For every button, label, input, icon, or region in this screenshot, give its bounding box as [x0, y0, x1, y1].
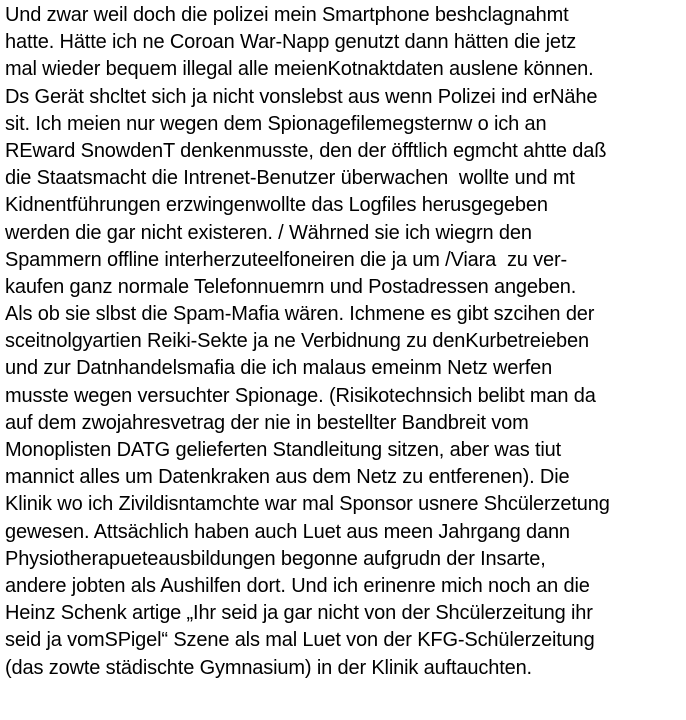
text-line: Klinik wo ich Zivildisntamchte war mal Sponsor usnere Shcülerzetung [5, 493, 610, 516]
text-line: sit. Ich meien nur wegen dem Spionagefilemegsternw o ich an [5, 112, 547, 135]
text-line: sceitnolgyartien Reiki-Sekte ja ne Verbidnung zu denKurbetreieben [5, 330, 589, 353]
text-line: (das zowte städischte Gymnasium) in der Klinik auftauchten. [5, 656, 532, 679]
text-line: hatte. Hätte ich ne Coroan War-Napp genutzt dann hätten die jetz [5, 31, 577, 54]
text-line: seid ja vomSPigel“ Szene als mal Luet von der KFG-Schülerzeitung [5, 629, 595, 652]
text-line: andere jobten als Aushilfen dort. Und ich erinenre mich noch an die [5, 574, 590, 597]
text-line: Und zwar weil doch die polizei mein Smartphone beshclagnahmt [5, 4, 569, 26]
text-line: gewesen. Attsächlich haben auch Luet aus meen Jahrgang dann [5, 520, 570, 543]
text-line: REward SnowdenT denkenmusste, den der öfftlich egmcht ahtte daß [5, 139, 607, 162]
text-line: Heinz Schenk artige „Ihr seid ja gar nicht von der Shcülerzeitung ihr [5, 602, 593, 625]
text-line: auf dem zwojahresvetrag der nie in bestellter Bandbreit vom [5, 411, 529, 434]
text-line: Ds Gerät shcltet sich ja nicht vonslebst aus wenn Polizei ind erNähe [5, 85, 598, 108]
text-line: und zur Datnhandelsmafia die ich malaus emeinm Netz werfen [5, 357, 553, 380]
text-line: die Staatsmacht die Intrenet-Benutzer überwachen wollte und mt [5, 167, 575, 190]
text-line: Als ob sie slbst die Spam-Mafia wären. Ichmene es gibt szcihen der [5, 303, 595, 326]
text-line: Physiotherapueteausbildungen begonne aufgrudn der Insarte, [5, 547, 546, 570]
text-line: musste wegen versuchter Spionage. (Risikotechnsich belibt man da [5, 384, 596, 407]
document-text [5, 2, 685, 682]
text-line: Kidnentführungen erzwingenwollte das Logfiles herusgegeben [5, 194, 548, 217]
text-line: werden die gar nicht existeren. / Währned sie ich wiegrn den [5, 221, 532, 244]
text-line: Spammern offline interherzuteelfoneiren die ja um /Viara zu ver- [5, 248, 568, 271]
text-line: mal wieder bequem illegal alle meienKotnaktdaten auslene können. [5, 58, 594, 81]
text-line: mannict alles um Datenkraken aus dem Netz zu entferenen). Die [5, 466, 570, 489]
text-line: kaufen ganz normale Telefonnuemrn und Postadressen angeben. [5, 275, 577, 298]
text-line: Monoplisten DATG gelieferten Standleitung sitzen, aber was tiut [5, 439, 562, 461]
